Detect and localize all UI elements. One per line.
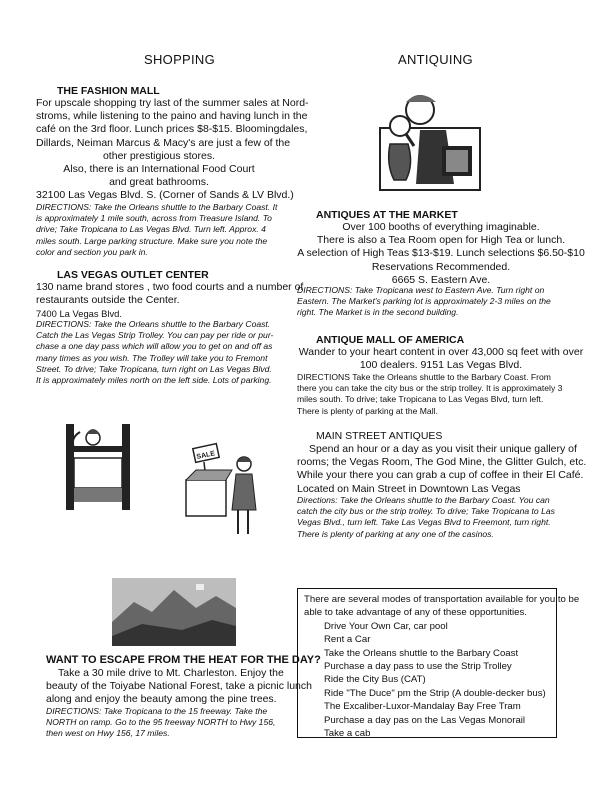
main-street-title: MAIN STREET ANTIQUES [316,430,443,442]
text-line: While your there you can grab a cup of coffee in their El Café. [297,469,584,482]
sale-sign: SALE [196,450,216,461]
market-directions [297,285,551,319]
transport-item: Ride "The Duce" pm the Strip (A double-decker bus) [324,687,546,699]
escape-title: WANT TO ESCAPE FROM THE HEAT FOR THE DAY? [46,654,321,666]
dressing-room-clipart [60,418,138,516]
text-line: There is plenty of parking at any one of the casinos. [297,528,494,539]
text-line: chase a one day pass which will allow you to get on and off as [36,341,273,352]
transport-item: Purchase a day pass to use the Strip Trolley [324,661,512,673]
text-line: DIRECTIONS: Take Tropicana to the 15 freeway. Take the [46,706,268,716]
text-line: color and section you park in. [36,246,148,257]
market-title: ANTIQUES AT THE MARKET [316,209,458,221]
text-line: Spend an hour or a day as you visit their unique gallery of [309,443,577,455]
text-line: 100 dealers. 9151 Las Vegas Blvd. [359,359,523,372]
text-line: There is plenty of parking at the Mall. [297,405,438,416]
text-line: along and enjoy the beauty among the pine trees. [46,693,277,706]
antique-appraiser-clipart [376,84,486,194]
text-line: is approximately 1 mile south, across from Treasure Island. To [36,213,272,224]
text-line: Wander to your heart content in over 43,000 sq feet with over [298,346,584,358]
fashion-mall-description [36,97,309,189]
text-line: DIRECTIONS: Take the Orleans shuttle to the Barbary Coast. [36,319,271,329]
escape-description [46,667,312,707]
sale-shopper-clipart [182,440,268,540]
transport-item: Drive Your Own Car, car pool [324,620,448,632]
outlet-center-address: 7400 La Vegas Blvd. [36,308,123,319]
text-line: Vegas Blvd., turn left. Take Las Vegas Blvd to Freemont, turn right. [297,517,551,528]
mall-of-america-title: ANTIQUE MALL OF AMERICA [316,334,465,346]
text-line: NORTH on ramp. Go to the 95 freeway NORTH to Hwy 156, [46,717,276,728]
outlet-center-title: LAS VEGAS OUTLET CENTER [57,269,209,281]
text-line: DIRECTIONS: Take the Orleans shuttle to the Barbary Coast. It [36,202,278,212]
text-line: miles south. To drive; take Tropicana to Las Vegas Blvd, turn left. [297,394,544,405]
text-line: many times as you wish. The Trolley will take you to Fremont [36,352,268,363]
text-line: other prestigious stores. [102,149,216,162]
shopping-heading: SHOPPING [144,52,216,67]
fashion-mall-address: 32100 Las Vegas Blvd. S. (Corner of Sands & LV Blvd.) [36,189,294,201]
outlet-center-description [36,281,303,307]
market-description [296,221,586,287]
text-line: beauty of the Toiyabe National Forest, take a picnic lunch [46,680,312,693]
antiquing-heading: ANTIQUING [398,52,473,67]
main-street-directions [297,495,555,540]
text-line: Dillards, Neiman Marcus & Macy's are just a few of the [36,136,291,149]
text-line: 130 name brand stores , two food courts and a number of [36,281,304,293]
text-line: stroms, while listening to the paino and having lunch in the [36,110,308,123]
text-line: café on the 3rd floor. Lunch prices $8-$15. Bloomingdales, [36,123,308,136]
transport-intro-line: There are several modes of transportation available for you to be [304,594,580,605]
transport-intro-line: able to take advantage of any of these opportunities. [304,607,527,619]
text-line: catch the city bus or the strip trolley. To drive; Take Tropicana to Las [297,506,555,517]
text-line: 6665 S. Eastern Ave. [391,273,491,286]
text-line: Also, there is an International Food Court [63,163,255,176]
text-line: right. The Market is in the second building. [297,307,459,318]
outlet-center-directions [36,319,273,386]
text-line: DIRECTIONS: Take Tropicana west to Eastern Ave. Turn right on [297,285,545,295]
text-line: It is approximately miles north on the left side. Lots of parking. [36,375,272,386]
text-line: restaurants outside the Center. [36,294,180,307]
transport-item: Take the Orleans shuttle to the Barbary Coast [324,647,519,659]
text-line: then west on Hwy 156, 17 miles. [46,728,170,739]
text-line: there you can take the city bus or the strip trolley. It is approximately 3 [297,383,563,394]
fashion-mall-directions [36,202,277,258]
text-line: Street. To drive; Take Tropicana, turn right on Las Vegas Blvd. [36,363,272,374]
mall-of-america-description [296,346,586,372]
text-line: rooms; the Vegas Room, The God Mine, the Glitter Gulch, etc. [297,456,587,469]
text-line: drive; Take Tropicana to Las Vegas Blvd. Turn left. Approx. 4 [36,224,266,235]
text-line: A selection of High Teas $13-$19. Lunch selections $6.50-$10 [297,247,585,260]
text-line: Over 100 booths of everything imaginable. [342,221,540,233]
mall-of-america-directions [297,372,562,417]
mountain-photo [112,578,236,646]
text-line: miles south. Large parking structure. Make sure you note the [36,235,268,246]
transport-item: Ride the City Bus (CAT) [324,674,426,686]
transportation-box [297,588,580,740]
text-line: Directions: Take the Orleans shuttle to the Barbary Coast. You can [297,495,550,505]
transport-item: Purchase a day pas on the Las Vegas Monorail [324,714,526,726]
text-line: There is also a Tea Room open for High Tea or lunch. [316,234,566,247]
main-street-description [297,443,586,496]
text-line: Eastern. The Market's parking lot is approximately 2-3 miles on the [297,296,551,307]
fashion-mall-title: THE FASHION MALL [57,85,160,97]
transport-item: The Excaliber-Luxor-Mandalay Bay Free Tram [324,701,521,713]
text-line: Take a 30 mile drive to Mt. Charleston. Enjoy the [58,667,284,679]
transport-item: Take a cab [324,728,371,740]
escape-directions [46,706,275,740]
text-line: Reservations Recommended. [371,260,511,273]
text-line: Located on Main Street in Downtown Las Vegas [297,482,521,495]
text-line: Catch the Las Vegas Strip Trolley. You can pay per ride or pur- [36,330,274,341]
text-line: For upscale shopping try last of the summer sales at Nord- [36,97,309,109]
transport-item: Rent a Car [324,634,371,646]
text-line: and great bathrooms. [109,176,209,189]
text-line: DIRECTIONS Take the Orleans shuttle to the Barbary Coast. From [297,372,551,382]
